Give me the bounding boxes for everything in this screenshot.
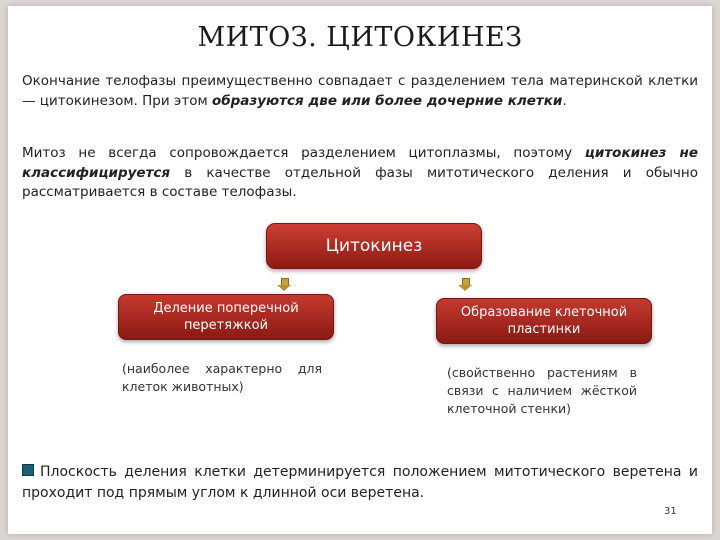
bullet-spindle [22, 462, 698, 504]
square-bullet-icon [22, 464, 34, 476]
furrow-division-box [118, 294, 334, 340]
paragraph-mitosis [22, 144, 698, 203]
plant-cells-note: (свойственно растениям в связи с наличием жёсткой клеточной стенки) [447, 365, 637, 416]
paragraph2-start: Митоз не всегда сопровождается разделением цитоплазмы, поэтому [22, 145, 585, 161]
paragraph1-text: Окончание телофазы преимущественно совпадает с разделением тела материнской клетки — цитокинезом. При этом [22, 73, 698, 109]
cytokinesis-root-box: Цитокинез [266, 223, 482, 269]
cell-plate-label: Образование клеточной пластинки [460, 305, 628, 337]
paragraph1-end: . [562, 92, 567, 109]
animal-cells-note: (наиболее характерно для клеток животных) [122, 361, 322, 394]
bullet-text: Плоскость деления клетки детерминируется положением митотического веретена и проходит под прямым углом к длинной оси веретена. [22, 464, 698, 501]
page-number: 31 [664, 506, 677, 517]
paragraph2-emphasis: цитокинез не классифицируется [22, 145, 698, 181]
paragraph2-end: в качестве отдельной фазы митотического деления и обычно рассматривается в составе телофазы. [22, 164, 698, 200]
paragraph1-emphasis: образуются две или более дочерние клетки [211, 92, 563, 109]
paragraph-telophase [22, 72, 698, 111]
slide-title: МИТОЗ. ЦИТОКИНЕЗ [197, 22, 523, 53]
cell-plate-box [436, 298, 652, 344]
furrow-division-label: Деление поперечной перетяжкой [153, 301, 299, 333]
